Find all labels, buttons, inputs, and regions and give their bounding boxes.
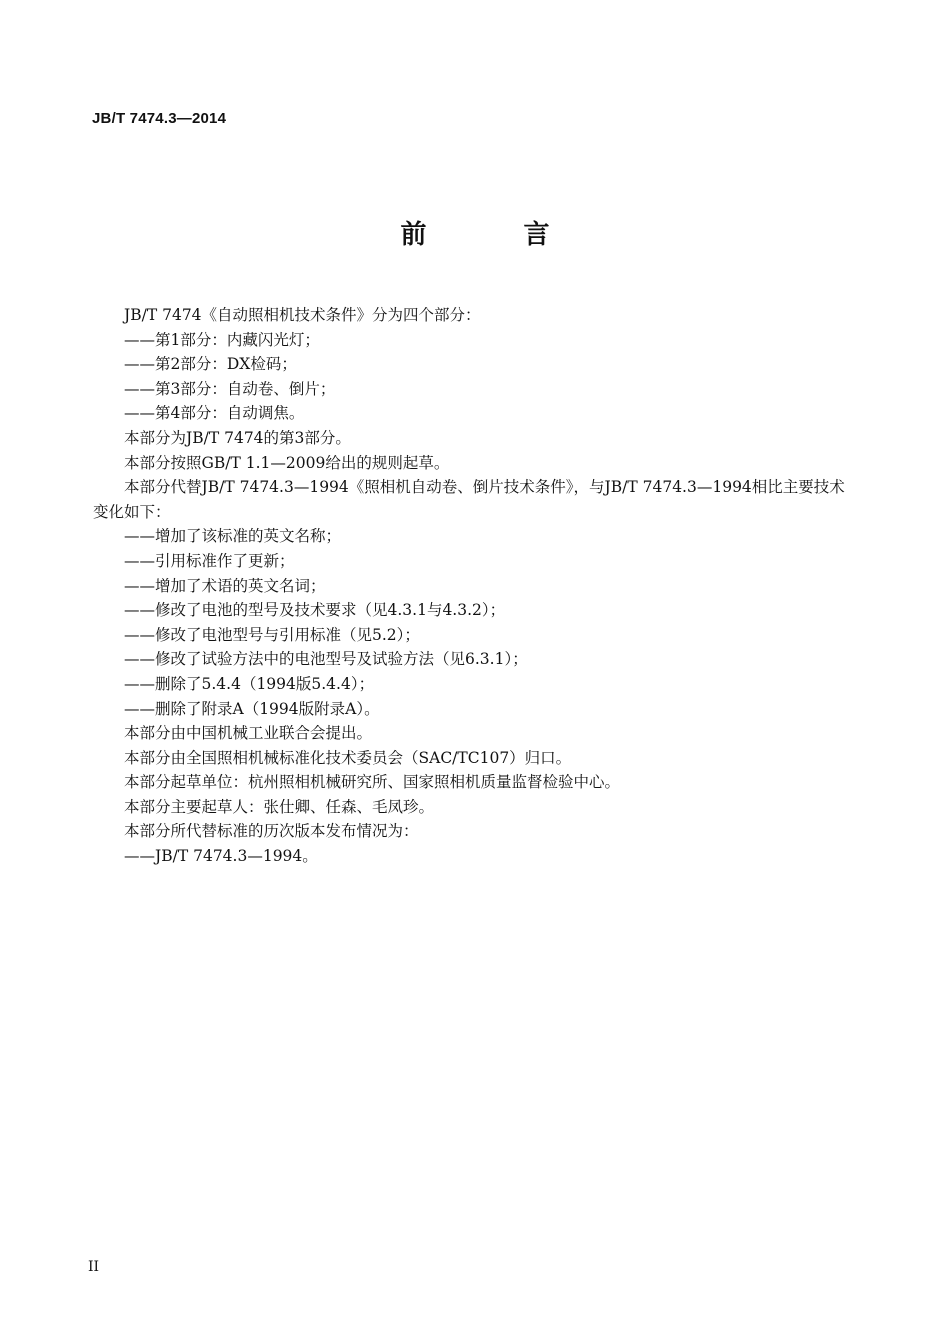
paragraph-drafters: 本部分主要起草人：张仕卿、任森、毛凤珍。 [124, 797, 435, 816]
paragraph-proposed-by: 本部分由中国机械工业联合会提出。 [124, 724, 373, 743]
list-item-change: ——增加了术语的英文名词； [124, 576, 326, 595]
list-item-part-4: ——第4部分：自动调焦。 [124, 404, 305, 423]
paragraph-drafting-units: 本部分起草单位：杭州照相机械研究所、国家照相机质量监督检验中心。 [124, 773, 621, 792]
list-item-change: ——引用标准作了更新； [124, 551, 295, 570]
paragraph-managed-by: 本部分由全国照相机械标准化技术委员会（SAC/TC107）归口。 [124, 748, 572, 767]
list-item-change: ——修改了试验方法中的电池型号及试验方法（见6.3.1）； [124, 650, 528, 669]
list-item-change: ——删除了附录A（1994版附录A）。 [124, 699, 380, 718]
page-number: II [88, 1259, 100, 1275]
foreword-body [93, 303, 848, 869]
paragraph-this-part: 本部分为JB/T 7474的第3部分。 [124, 428, 351, 447]
list-item-part-3: ——第3部分：自动卷、倒片； [124, 379, 336, 398]
paragraph-drafting-rule: 本部分按照GB/T 1.1—2009给出的规则起草。 [124, 453, 450, 472]
document-code: JB/T 7474.3—2014 [92, 110, 227, 127]
list-item-change: ——修改了电池型号与引用标准（见5.2）； [124, 625, 420, 644]
paragraph-intro: JB/T 7474《自动照相机技术条件》分为四个部分： [124, 306, 481, 324]
page-title: 前 言 [400, 220, 594, 250]
list-item-change: ——修改了电池的型号及技术要求（见4.3.1与4.3.2）； [124, 601, 506, 620]
list-item-change: ——删除了5.4.4（1994版5.4.4）； [124, 674, 375, 693]
paragraph-history-intro: 本部分所代替标准的历次版本发布情况为： [124, 822, 419, 841]
list-item-history: ——JB/T 7474.3—1994。 [124, 847, 318, 866]
list-item-part-1: ——第1部分：内藏闪光灯； [124, 330, 320, 349]
paragraph-replaces: 本部分代替JB/T 7474.3—1994《照相机自动卷、倒片技术条件》，与JB/T 7474.3—1994相比主要技术变化如下： [93, 478, 845, 521]
list-item-part-2: ——第2部分：DX检码； [124, 355, 297, 374]
list-item-change: ——增加了该标准的英文名称； [124, 527, 342, 546]
